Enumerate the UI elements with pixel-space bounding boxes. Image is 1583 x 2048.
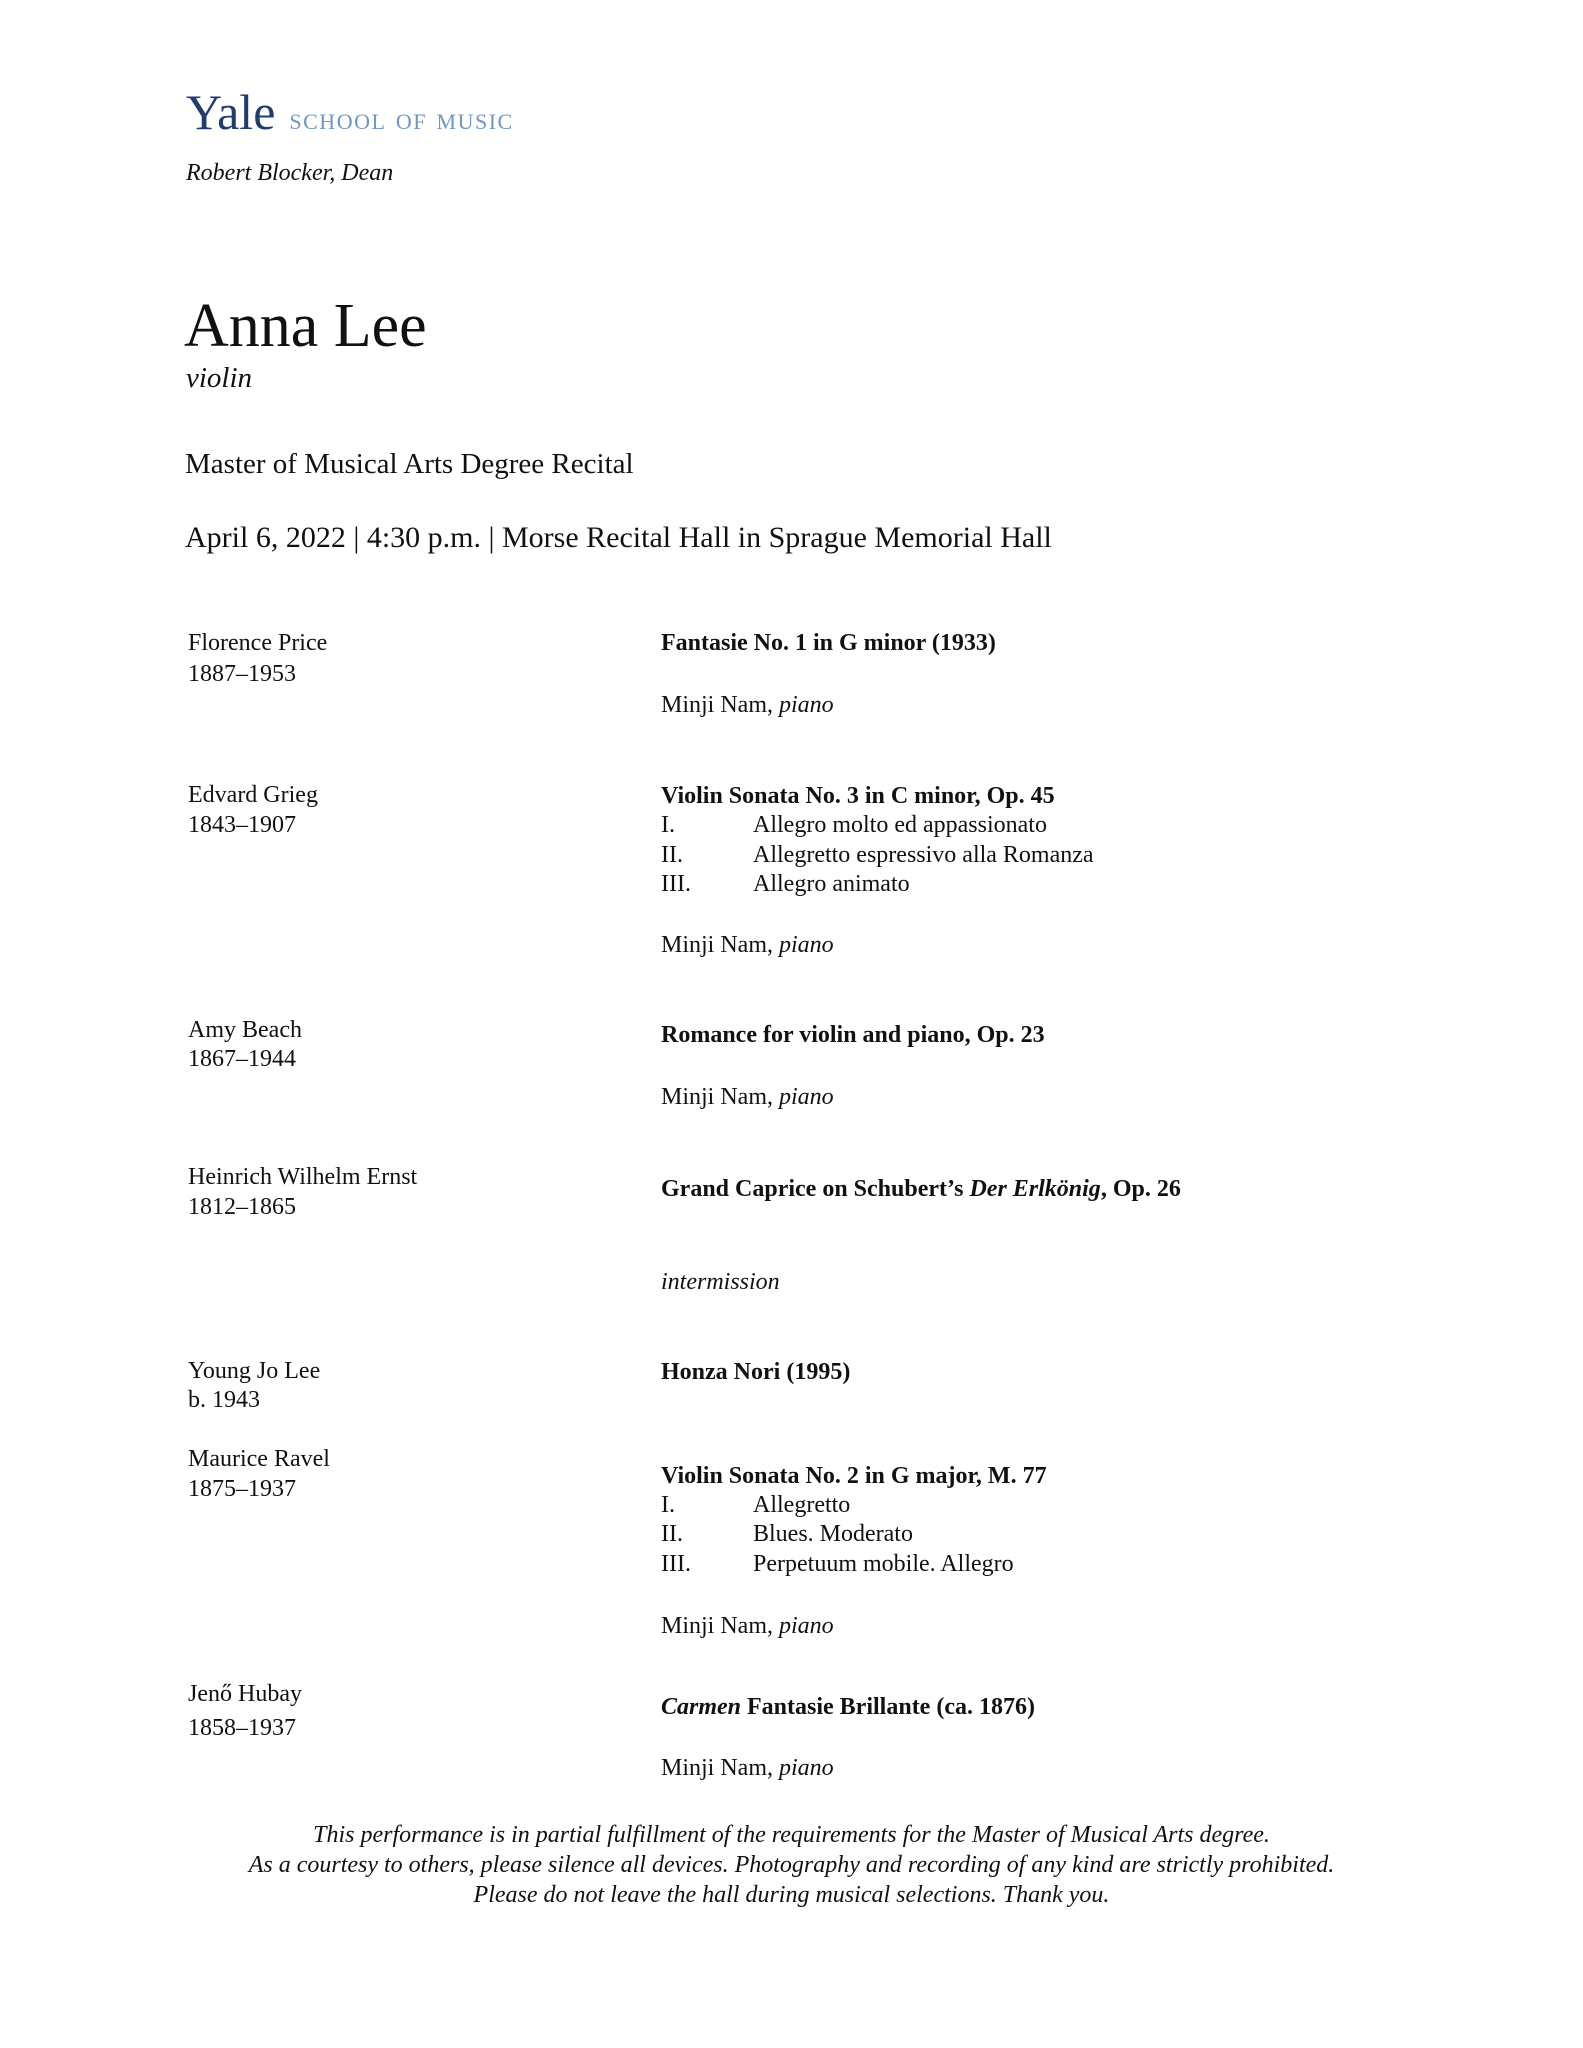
logo-school-of-music: school of music bbox=[289, 100, 514, 136]
composer-dates: 1887–1953 bbox=[188, 661, 296, 687]
composer-name: Young Jo Lee bbox=[188, 1358, 321, 1384]
movement: I. Allegro molto ed appassionato bbox=[661, 812, 1047, 838]
composer-dates: 1875–1937 bbox=[188, 1476, 296, 1502]
composer-name: Jenő Hubay bbox=[188, 1681, 302, 1707]
composer-dates: 1858–1937 bbox=[188, 1715, 296, 1741]
work-title: Carmen Fantasie Brillante (ca. 1876) bbox=[661, 1694, 1035, 1720]
composer-name: Amy Beach bbox=[188, 1017, 302, 1043]
work-title: Violin Sonata No. 2 in G major, M. 77 bbox=[661, 1463, 1047, 1489]
performer-name: Anna Lee bbox=[184, 292, 427, 360]
composer-dates: 1867–1944 bbox=[188, 1046, 296, 1072]
footer-line: This performance is in partial fulfillment of the requirements for the Master of Musical Arts degree. bbox=[313, 1822, 1270, 1848]
composer-dates: b. 1943 bbox=[188, 1387, 260, 1413]
collaborator: Minji Nam, piano bbox=[661, 1084, 834, 1110]
dean-line: Robert Blocker, Dean bbox=[186, 160, 394, 186]
composer-dates: 1843–1907 bbox=[188, 812, 296, 838]
movement: II. Blues. Moderato bbox=[661, 1521, 913, 1547]
footer-line: As a courtesy to others, please silence all devices. Photography and recording of any kind are strictly prohibited. bbox=[248, 1852, 1335, 1878]
composer-name: Florence Price bbox=[188, 630, 328, 656]
collaborator: Minji Nam, piano bbox=[661, 1755, 834, 1781]
work-title: Romance for violin and piano, Op. 23 bbox=[661, 1022, 1045, 1048]
work-title: Violin Sonata No. 3 in C minor, Op. 45 bbox=[661, 783, 1055, 809]
movement: II. Allegretto espressivo alla Romanza bbox=[661, 842, 1094, 868]
work-title: Fantasie No. 1 in G minor (1933) bbox=[661, 630, 996, 656]
collaborator: Minji Nam, piano bbox=[661, 932, 834, 958]
movement: III. Allegro animato bbox=[661, 871, 910, 897]
composer-name: Heinrich Wilhelm Ernst bbox=[188, 1164, 418, 1190]
composer-name: Maurice Ravel bbox=[188, 1446, 330, 1472]
footer-line: Please do not leave the hall during musical selections. Thank you. bbox=[473, 1882, 1110, 1908]
logo-yale: Yale bbox=[186, 84, 276, 140]
school-logo bbox=[186, 84, 514, 140]
composer-name: Edvard Grieg bbox=[188, 782, 318, 808]
movement: III. Perpetuum mobile. Allegro bbox=[661, 1551, 1014, 1577]
footer-notice bbox=[0, 1820, 1583, 1910]
composer-dates: 1812–1865 bbox=[188, 1194, 296, 1220]
event-details: April 6, 2022 | 4:30 p.m. | Morse Recital Hall in Sprague Memorial Hall bbox=[185, 521, 1052, 554]
intermission: intermission bbox=[661, 1269, 780, 1295]
collaborator: Minji Nam, piano bbox=[661, 692, 834, 718]
performer-instrument: violin bbox=[186, 362, 253, 394]
collaborator: Minji Nam, piano bbox=[661, 1613, 834, 1639]
work-title: Honza Nori (1995) bbox=[661, 1359, 851, 1385]
recital-type: Master of Musical Arts Degree Recital bbox=[185, 448, 634, 480]
work-title: Grand Caprice on Schubert’s Der Erlkönig, Op. 26 bbox=[661, 1176, 1181, 1202]
movement: I. Allegretto bbox=[661, 1492, 851, 1518]
